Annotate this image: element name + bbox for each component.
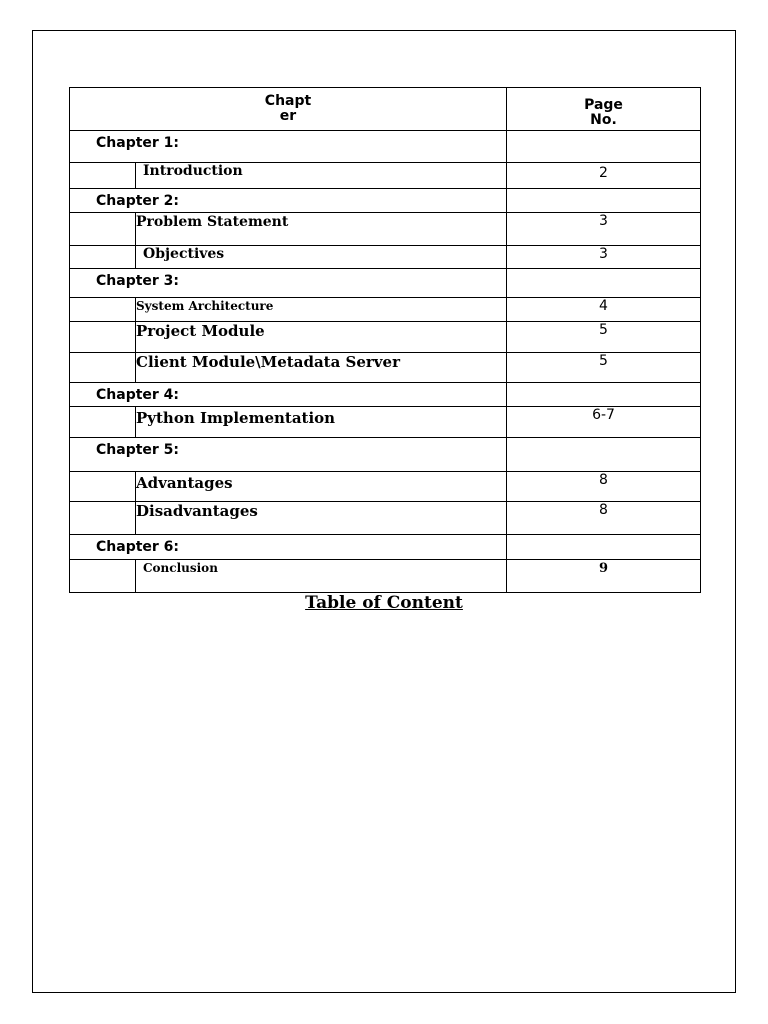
chapter-page-empty [507,383,701,407]
toc-item-page: 8 [507,502,701,535]
toc-item-row [70,322,701,353]
toc-header-row [70,88,701,131]
chapter-title-4: Chapter 4: [70,383,507,407]
chapter-header-line2: er [279,108,297,124]
chapter-page-empty [507,189,701,213]
toc-item-row [70,163,701,189]
indent-cell [70,298,136,322]
indent-cell [70,502,136,535]
chapter-page-empty [507,131,701,163]
toc-item-page: 8 [507,472,701,502]
toc-item-label: Client Module\Metadata Server [136,353,507,383]
chapter-title-1: Chapter 1: [70,131,507,163]
table-caption: Table of Content [305,593,463,613]
toc-item-label: Introduction [136,163,507,189]
table-of-contents [69,87,701,593]
chapter-row-4 [70,383,701,407]
toc-item-label: Python Implementation [136,407,507,438]
toc-item-page: 2 [507,163,701,189]
chapter-header-line1: Chapt [264,93,312,109]
chapter-title-2: Chapter 2: [70,189,507,213]
toc-item-row [70,502,701,535]
page-header-line1: Page [584,97,623,113]
indent-cell [70,472,136,502]
chapter-row-3 [70,269,701,298]
chapter-title-5: Chapter 5: [70,438,507,472]
indent-cell [70,163,136,189]
page-header-line2: No. [590,112,617,128]
chapter-title-6: Chapter 6: [70,535,507,560]
toc-item-row [70,407,701,438]
toc-item-page: 9 [507,560,701,593]
toc-item-page: 5 [507,353,701,383]
toc-item-page: 3 [507,246,701,269]
chapter-page-empty [507,535,701,560]
toc-item-page: 4 [507,298,701,322]
indent-cell [70,407,136,438]
toc-item-label: Objectives [136,246,507,269]
chapter-row-6 [70,535,701,560]
indent-cell [70,246,136,269]
toc-item-label: System Architecture [136,298,507,322]
chapter-page-empty [507,438,701,472]
indent-cell [70,322,136,353]
toc-item-row [70,353,701,383]
toc-item-label: Problem Statement [136,213,507,246]
toc-item-page: 5 [507,322,701,353]
indent-cell [70,353,136,383]
toc-item-label: Disadvantages [136,502,507,535]
indent-cell [70,560,136,593]
toc-item-label: Conclusion [136,560,507,593]
toc-item-row [70,560,701,593]
toc-item-row [70,246,701,269]
chapter-title-3: Chapter 3: [70,269,507,298]
toc-item-label: Advantages [136,472,507,502]
chapter-page-empty [507,269,701,298]
toc-item-page: 6-7 [507,407,701,438]
toc-item-page: 3 [507,213,701,246]
toc-item-row [70,213,701,246]
chapter-row-1 [70,131,701,163]
toc-item-row [70,472,701,502]
indent-cell [70,213,136,246]
chapter-row-5 [70,438,701,472]
chapter-column-header [70,88,507,131]
chapter-row-2 [70,189,701,213]
page-column-header [507,88,701,131]
toc-item-label: Project Module [136,322,507,353]
toc-item-row [70,298,701,322]
